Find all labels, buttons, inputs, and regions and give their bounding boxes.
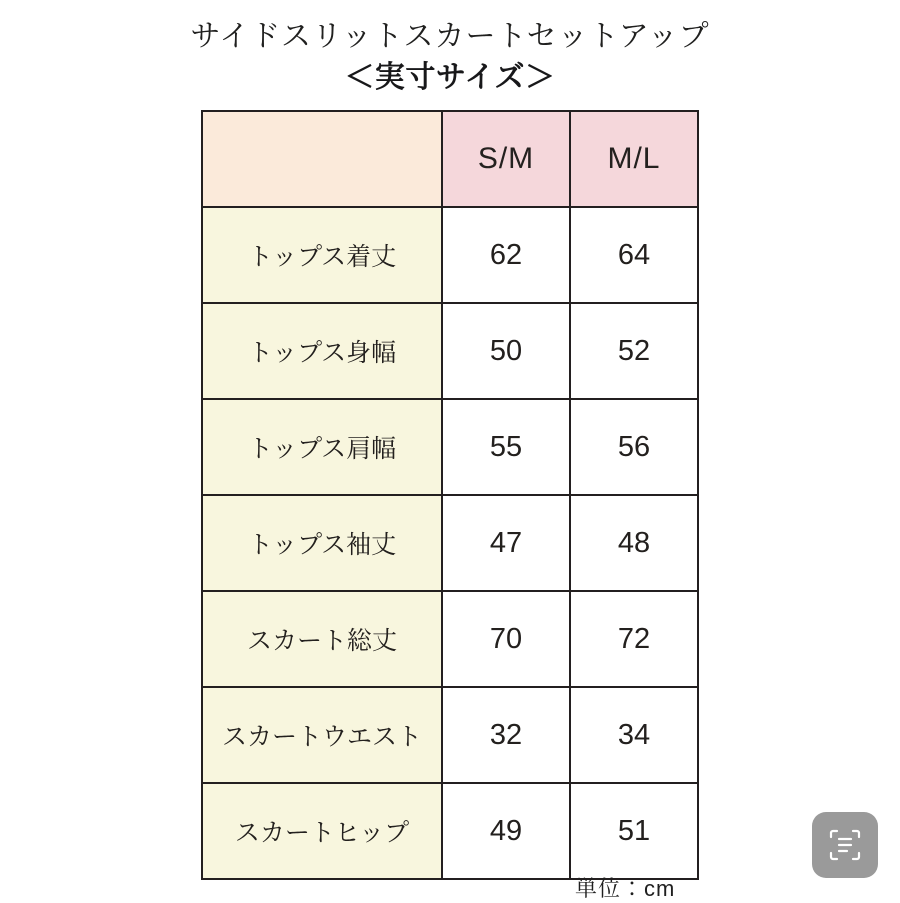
title-block	[0, 0, 900, 97]
header-size-sm: S/M	[442, 111, 570, 207]
row-value-ml: 51	[570, 783, 698, 879]
row-value-sm: 62	[442, 207, 570, 303]
row-value-ml: 48	[570, 495, 698, 591]
row-value-sm: 55	[442, 399, 570, 495]
unit-note: 単位：cm	[575, 876, 676, 901]
header-size-ml: M/L	[570, 111, 698, 207]
page-subtitle: ＜実寸サイズ＞	[344, 60, 556, 94]
table-row	[202, 495, 698, 591]
table-header-row	[202, 111, 698, 207]
header-blank-cell	[202, 111, 442, 207]
row-label: スカートヒップ	[202, 783, 442, 879]
size-table	[201, 110, 699, 880]
row-label: トップス肩幅	[202, 399, 442, 495]
row-label: トップス袖丈	[202, 495, 442, 591]
row-value-sm: 50	[442, 303, 570, 399]
row-value-ml: 34	[570, 687, 698, 783]
table-row	[202, 303, 698, 399]
table-row	[202, 591, 698, 687]
table-row	[202, 399, 698, 495]
row-value-ml: 52	[570, 303, 698, 399]
row-value-sm: 47	[442, 495, 570, 591]
table-row	[202, 687, 698, 783]
table-row	[202, 783, 698, 879]
row-value-sm: 32	[442, 687, 570, 783]
row-value-ml: 72	[570, 591, 698, 687]
row-value-sm: 70	[442, 591, 570, 687]
row-value-sm: 49	[442, 783, 570, 879]
row-value-ml: 56	[570, 399, 698, 495]
page-title: サイドスリットスカートセットアップ	[190, 20, 710, 53]
row-value-ml: 64	[570, 207, 698, 303]
row-label: トップス着丈	[202, 207, 442, 303]
row-label: トップス身幅	[202, 303, 442, 399]
size-table-container	[201, 110, 697, 880]
row-label: スカート総丈	[202, 591, 442, 687]
table-row	[202, 207, 698, 303]
document-scan-icon[interactable]	[812, 812, 878, 878]
row-label: スカートウエスト	[202, 687, 442, 783]
